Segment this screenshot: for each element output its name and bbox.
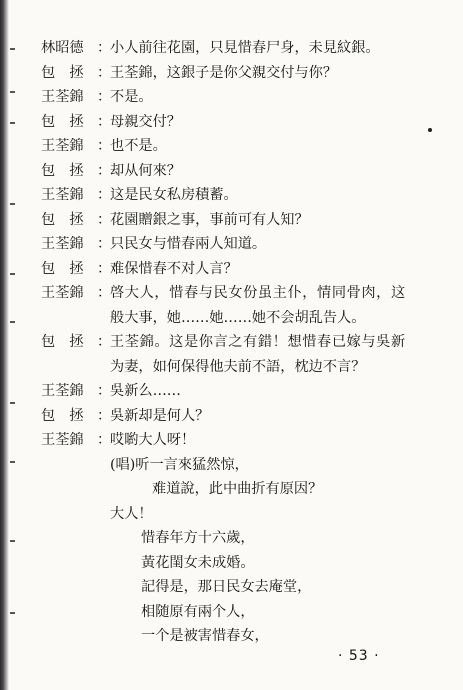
dialogue-text: 王荃錦，这銀子是你父親交付与你？	[110, 64, 338, 81]
dialogue-line	[41, 134, 441, 159]
binding-edge	[0, 0, 9, 690]
song-verse: 黃花閨女未成婚。	[141, 554, 255, 571]
speaker-colon: ：	[97, 113, 112, 130]
speaker-name: 包 拯	[41, 162, 84, 179]
speaker-colon: ：	[97, 64, 112, 81]
dialogue-continuation	[41, 306, 441, 331]
speaker-name: 包 拯	[41, 260, 84, 277]
speaker-colon: ：	[97, 432, 112, 448]
speaker-name: 包 拯	[41, 334, 84, 350]
song-line	[41, 600, 441, 625]
dialogue-text: 这是民女私房積蓄。	[110, 187, 238, 203]
speaker-name: 包 拯	[41, 407, 84, 424]
dialogue-line	[41, 183, 441, 208]
speaker-colon: ：	[97, 162, 112, 179]
speaker-colon: ：	[97, 138, 112, 154]
dialogue-line	[41, 281, 441, 306]
script-text	[41, 36, 441, 649]
song-verse: 記得是，那日民女去庵堂，	[141, 579, 312, 595]
dialogue-text: 小人前往花園，只見惜春尸身，未見紋銀。	[110, 40, 380, 56]
dialogue-line	[41, 257, 441, 282]
dialogue-text: 难保惜春不对人言？	[110, 260, 238, 277]
speaker-name: 林昭德	[41, 40, 84, 56]
speaker-colon: ：	[97, 334, 112, 350]
speaker-name: 王荃錦	[41, 138, 84, 154]
song-line-text: 难道說，此中曲折有原因？	[152, 481, 323, 497]
dialogue-line	[41, 379, 441, 404]
speaker-name: 王荃錦	[41, 383, 84, 399]
dialogue-line	[41, 110, 441, 135]
speaker-colon: ：	[97, 40, 112, 56]
dialogue-line	[41, 61, 441, 86]
dialogue-text: 母親交付？	[110, 113, 181, 130]
speaker-name: 王荃錦	[41, 432, 84, 448]
speaker-colon: ：	[97, 187, 112, 203]
speaker-colon: ：	[97, 407, 112, 424]
speaker-colon: ：	[97, 89, 112, 105]
speaker-name: 包 拯	[41, 64, 84, 81]
dialogue-line	[41, 232, 441, 257]
dialogue-continuation-text: 般大事，她……她……她不会胡乱告人。	[110, 309, 366, 326]
dialogue-text: 吳新却是何人？	[110, 407, 210, 424]
dialogue-text: 不是。	[110, 89, 153, 105]
speaker-name: 王荃錦	[41, 187, 84, 203]
speaker-name: 包 拯	[41, 113, 84, 130]
dialogue-line	[41, 159, 441, 184]
dialogue-text: 只民女与惜春兩人知道。	[110, 236, 267, 252]
dialogue-line	[41, 428, 441, 453]
dialogue-line	[41, 404, 441, 429]
dialogue-text: 花園贈銀之事，事前可有人知？	[110, 211, 309, 228]
dialogue-line	[41, 330, 441, 355]
speaker-name: 王荃錦	[41, 285, 84, 301]
song-line	[41, 502, 441, 527]
song-verse: 惜春年方十六歲，	[141, 530, 255, 546]
dialogue-continuation-text: 为妻，如何保得他夫前不語，枕边不言？	[110, 358, 366, 375]
speaker-colon: ：	[97, 236, 112, 252]
binding-marks	[10, 0, 18, 690]
song-verse: 一个是被害惜春女，	[141, 628, 269, 644]
song-verse: 相随原有兩个人，	[141, 603, 255, 620]
speaker-colon: ：	[97, 285, 112, 301]
page-number: · 53 ·	[338, 648, 380, 664]
song-intro-line: (唱)听一言來猛然惊，	[110, 456, 249, 473]
speaker-name: 王荃錦	[41, 89, 84, 105]
dialogue-text: 啓大人，惜春与民女份虽主仆，情同骨肉，这	[110, 285, 406, 301]
speaker-name: 王荃錦	[41, 236, 84, 252]
speaker-colon: ：	[97, 211, 112, 228]
song-line	[41, 551, 441, 576]
dialogue-text: 哎喲大人呀！	[110, 432, 196, 448]
song-line	[41, 624, 441, 649]
dialogue-text: 吳新么……	[110, 383, 181, 399]
dialogue-continuation	[41, 355, 441, 380]
song-line	[41, 526, 441, 551]
dialogue-text: 王荃錦。这是你言之有錯！想惜春已嫁与吳新	[110, 334, 406, 350]
dialogue-line	[41, 85, 441, 110]
song-line	[41, 453, 441, 478]
dialogue-line	[41, 208, 441, 233]
song-address: 大人！	[110, 505, 153, 522]
song-line	[41, 477, 441, 502]
dialogue-line	[41, 36, 441, 61]
dialogue-text: 却从何來？	[110, 162, 181, 179]
speaker-name: 包 拯	[41, 211, 84, 228]
dialogue-text: 也不是。	[110, 138, 167, 154]
speaker-colon: ：	[97, 260, 112, 277]
speaker-colon: ：	[97, 383, 112, 399]
song-line	[41, 575, 441, 600]
